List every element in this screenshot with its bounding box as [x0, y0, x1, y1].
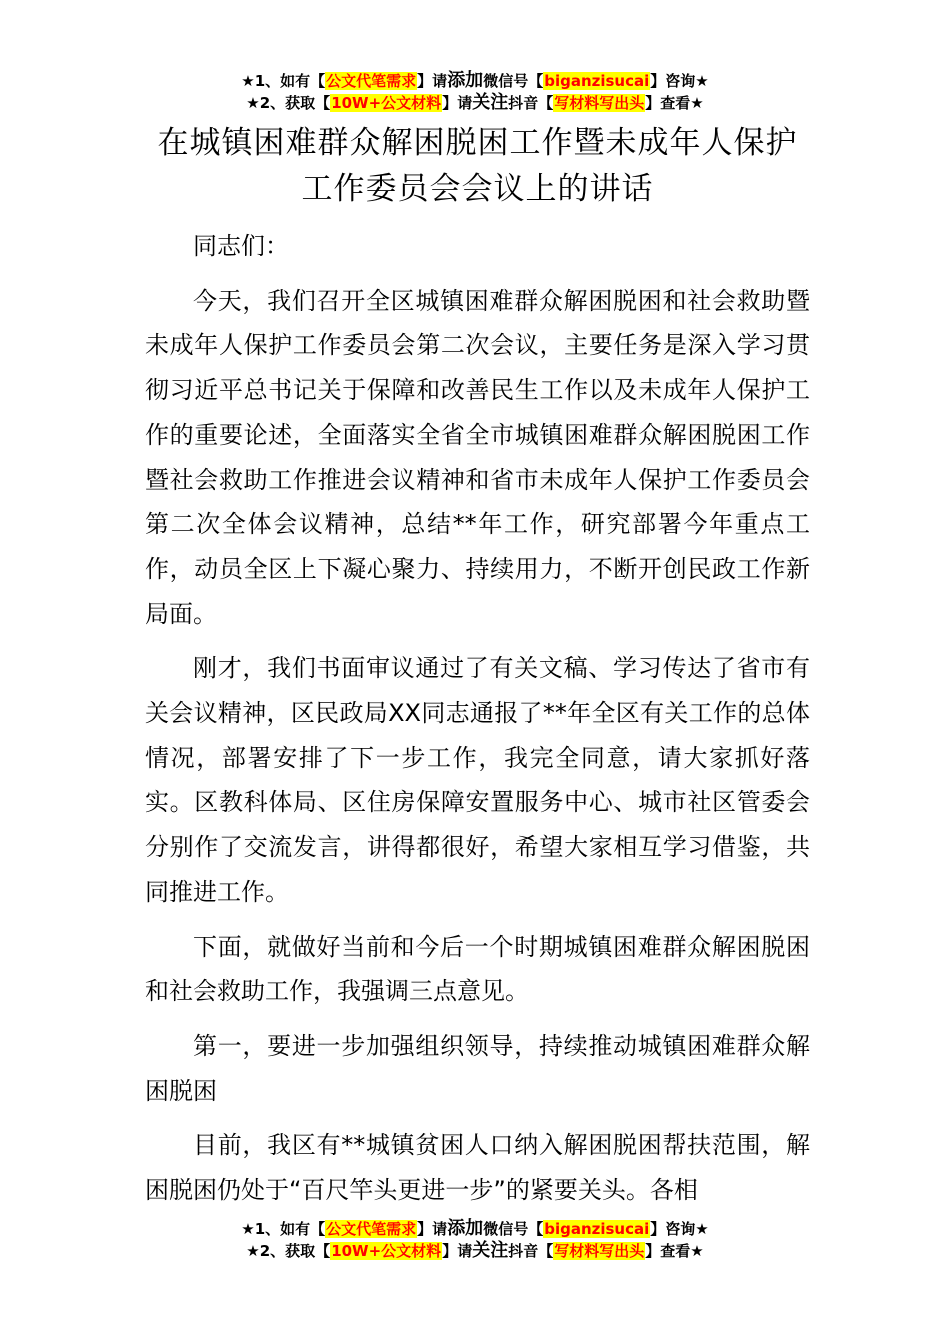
section-heading: 第一，要进一步加强组织领导，持续推动城镇困难群众解困脱困 [145, 1031, 810, 1105]
promo-text: 】请 [417, 72, 448, 90]
promo-text: 】咨询★ [650, 72, 709, 90]
promo-text: 】请 [442, 94, 473, 112]
promo-text: 】查看★ [645, 94, 704, 112]
promo-line-1 [0, 70, 950, 92]
promo-line-1 [0, 1218, 950, 1240]
document-body [145, 224, 810, 1223]
promo-text: 微信号【 [483, 72, 544, 90]
paragraph: 刚才，我们书面审议通过了有关文稿、学习传达了省市有关会议精神，区民政局XX同志通报了**年全区有关工作的总体情况，部署安排了下一步工作，我完全同意，请大家抓好落实。区教科体局、区住房保障安置服务中心、城市社区管委会分别作了交流发言，讲得都很好，希望大家相互学习借鉴，共同推进工作。 [145, 654, 810, 906]
paragraph-salutation: 同志们： [193, 232, 289, 260]
promo-text: 微信号【 [483, 1220, 544, 1238]
promo-douyin-id: 写材料写出头 [554, 94, 645, 112]
promo-line-2 [0, 1240, 950, 1262]
promo-banner-bottom [0, 1218, 950, 1262]
promo-wechat-id: biganzisucai [544, 72, 650, 90]
promo-highlight: 10W+公文材料 [331, 1242, 442, 1260]
paragraph: 下面，就做好当前和今后一个时期城镇困难群众解困脱困和社会救助工作，我强调三点意见。 [145, 932, 810, 1006]
document-title: 在城镇困难群众解困脱困工作暨未成年人保护工作委员会会议上的讲话 [157, 125, 798, 207]
promo-text: ★1、如有【 [241, 1220, 326, 1238]
paragraph: 目前，我区有**城镇贫困人口纳入解困脱困帮扶范围，解困脱困仍处于“百尺竿头更进一步”的紧要关头。各相 [145, 1131, 810, 1205]
promo-highlight: 公文代笔需求 [326, 1220, 417, 1238]
promo-text: 抖音【 [508, 1242, 554, 1260]
promo-line-2 [0, 92, 950, 114]
promo-text: ★2、获取【 [246, 1242, 331, 1260]
promo-douyin-id: 写材料写出头 [554, 1242, 645, 1260]
promo-text: 添加 [447, 70, 484, 91]
promo-text: 】请 [417, 1220, 448, 1238]
paragraph: 今天，我们召开全区城镇困难群众解困脱困和社会救助暨未成年人保护工作委员会第二次会议，主要任务是深入学习贯彻习近平总书记关于保障和改善民生工作以及未成年人保护工作的重要论述，全面落实全省全市城镇困难群众解困脱困工作暨社会救助工作推进会议精神和省市未成年人保护工作委员会第二次全体会议精神，总结**年工作，研究部署今年重点工作，动员全区上下凝心聚力、持续用力，不断开创民政工作新局面。 [145, 286, 810, 628]
promo-text: 抖音【 [508, 94, 554, 112]
promo-highlight: 10W+公文材料 [331, 94, 442, 112]
promo-text: 关注 [472, 92, 509, 113]
promo-text: 】请 [442, 1242, 473, 1260]
promo-banner-top [0, 70, 950, 114]
promo-text: ★1、如有【 [241, 72, 326, 90]
promo-text: 】咨询★ [650, 1220, 709, 1238]
promo-highlight: 公文代笔需求 [326, 72, 417, 90]
promo-text: ★2、获取【 [246, 94, 331, 112]
promo-wechat-id: biganzisucai [544, 1220, 650, 1238]
promo-text: 】查看★ [645, 1242, 704, 1260]
promo-text: 添加 [447, 1218, 484, 1239]
promo-text: 关注 [472, 1240, 509, 1261]
